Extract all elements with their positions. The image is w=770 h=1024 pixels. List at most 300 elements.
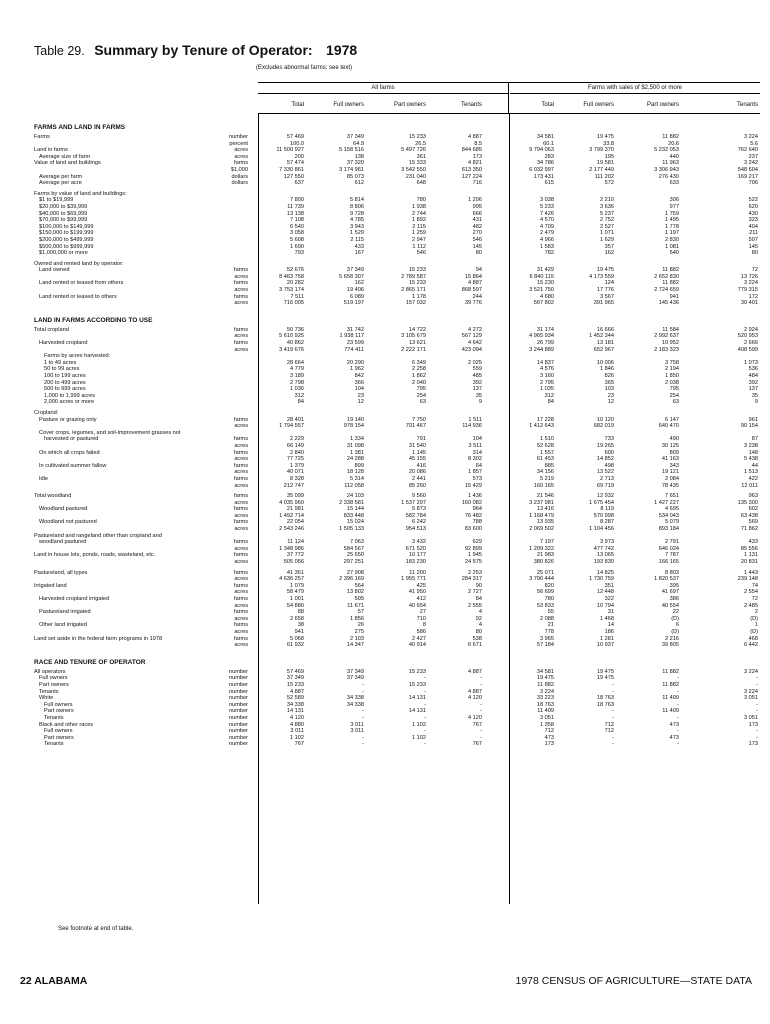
cell-value: 8.5	[474, 140, 482, 147]
cell-value: 2 527	[600, 223, 614, 230]
cell-value: -	[612, 741, 614, 748]
row-label: Part owners	[44, 734, 74, 741]
cell-value: 6 242	[412, 519, 426, 526]
cell-value: 103	[604, 386, 614, 393]
cell-value: 13 802	[346, 589, 364, 596]
row-unit: farms	[234, 160, 248, 167]
cell-value: 4 880	[290, 721, 304, 728]
cell-value: 3 105 679	[401, 333, 426, 340]
cell-value: 1 820 537	[654, 576, 679, 583]
cell-value: 498	[604, 462, 614, 469]
cell-value: 28 664	[286, 359, 304, 366]
cell-value: 19 406	[346, 287, 364, 294]
cell-value: 6 349	[412, 359, 426, 366]
table-row	[34, 386, 760, 393]
table-row	[34, 533, 760, 540]
cell-value: 37 349	[346, 267, 364, 274]
cell-value: 395	[669, 582, 679, 589]
cell-value: 2 744	[412, 210, 426, 217]
cell-value: 19 265	[596, 442, 614, 449]
cell-value: 41 163	[661, 456, 679, 463]
cell-value: 1 348 986	[279, 545, 304, 552]
cell-value: 34 156	[536, 469, 554, 476]
cell-value: 4 680	[540, 293, 554, 300]
cell-value: -	[677, 688, 679, 695]
cell-value: 9 728	[350, 210, 364, 217]
cell-value: 10 006	[596, 359, 614, 366]
cell-value: 3 011	[350, 721, 364, 728]
cell-value: 1 511	[468, 416, 482, 423]
cell-value: 162	[354, 280, 364, 287]
cell-value: 3 306 943	[654, 166, 679, 173]
cell-value: 5 237	[600, 210, 614, 217]
cell-value: -	[362, 708, 364, 715]
cell-value: 9 794 063	[529, 147, 554, 154]
cell-value: 2 177 449	[589, 166, 614, 173]
row-unit: farms	[234, 326, 248, 333]
cell-value: 64	[475, 462, 482, 469]
cell-value: 1 081	[665, 243, 679, 250]
cell-value: 795	[669, 386, 679, 393]
cell-value: 620	[748, 203, 758, 210]
cell-value: 602	[748, 506, 758, 513]
cell-value: 2 555	[468, 602, 482, 609]
cell-value: 19 140	[346, 416, 364, 423]
row-unit: acres	[234, 346, 248, 353]
cell-value: 793	[294, 250, 304, 257]
cell-value: 1 945	[468, 552, 482, 559]
cell-value: 3 790 444	[529, 576, 554, 583]
cell-value: 706	[748, 180, 758, 187]
row-unit: farms	[234, 340, 248, 347]
table-row	[34, 423, 760, 430]
table-row	[34, 695, 760, 702]
cell-value: 52 628	[536, 442, 554, 449]
cell-value: 534 043	[658, 512, 679, 519]
table-row	[34, 274, 760, 281]
cell-value: 94	[475, 267, 482, 274]
table-row	[34, 493, 760, 500]
row-unit: number	[229, 714, 248, 721]
cell-value: 520 953	[737, 333, 758, 340]
row-unit: farms	[234, 539, 248, 546]
cell-value: 767	[294, 741, 304, 748]
table-row	[34, 147, 760, 154]
cell-value: 2 752	[600, 217, 614, 224]
cell-value: 3 011	[350, 728, 364, 735]
cell-value: 361	[416, 153, 426, 160]
cell-value: 433	[354, 243, 364, 250]
table-row	[34, 280, 760, 287]
cell-value: 1 557	[540, 449, 554, 456]
cell-value: (D)	[671, 615, 679, 622]
cell-value: 5 233	[540, 203, 554, 210]
cell-value: 7 651	[665, 493, 679, 500]
cell-value: 963	[748, 493, 758, 500]
table-row	[34, 224, 760, 231]
cell-value: 3 965	[540, 635, 554, 642]
cell-value: 112 058	[344, 482, 364, 489]
cell-value: 505	[354, 596, 364, 602]
cell-value: 84	[297, 399, 304, 406]
cell-value: 63 438	[740, 512, 758, 519]
cell-value: 34 338	[346, 695, 364, 702]
cell-value: 26.5	[415, 140, 426, 147]
row-unit: number	[229, 695, 248, 702]
cell-value: 21	[547, 622, 554, 629]
cell-value: 1 281	[600, 635, 614, 642]
cell-value: 19 475	[536, 675, 554, 682]
cell-value: 482	[472, 223, 482, 230]
cell-value: 682 019	[593, 423, 614, 430]
cell-value: 1 675 454	[589, 499, 614, 506]
cell-value: 37 349	[346, 668, 364, 675]
cell-value: 57	[357, 609, 364, 616]
row-unit: number	[229, 741, 248, 748]
cell-value: 20.6	[668, 140, 679, 147]
cell-value: 3 224	[744, 668, 758, 675]
cell-value: 716 005	[283, 300, 304, 307]
cell-value: 54 880	[286, 602, 304, 609]
cell-value: 2 652 830	[654, 273, 679, 280]
cell-value: 844 685	[461, 147, 482, 154]
cell-value: 21 983	[536, 552, 554, 559]
table-row	[34, 399, 760, 406]
cell-value: 343	[669, 462, 679, 469]
cell-value: 52 676	[286, 267, 304, 274]
section-heading: LAND IN FARMS ACCORDING TO USE	[34, 316, 153, 324]
cell-value: 404	[748, 223, 758, 230]
cell-value: 1 197	[665, 230, 679, 237]
table-row	[34, 456, 760, 463]
cell-value: 37 320	[346, 160, 364, 167]
cell-value: 5 610 925	[279, 333, 304, 340]
table-row	[34, 267, 760, 274]
cell-value: 961	[748, 416, 758, 423]
table-row	[34, 141, 760, 148]
cell-value: 76 482	[464, 512, 482, 519]
cell-value: 440	[669, 153, 679, 160]
cell-value: 4 636 257	[279, 576, 304, 583]
row-label: $40,000 to $69,999	[39, 210, 88, 217]
cell-value: 40 071	[286, 469, 304, 476]
cell-value: 39 805	[661, 642, 679, 649]
cell-value: 7 787	[665, 552, 679, 559]
cell-value: 1 001	[290, 596, 304, 602]
row-unit: acres	[234, 602, 248, 609]
cell-value: 2	[754, 609, 758, 616]
cell-value: 160 165	[533, 482, 554, 489]
cell-value: 4 966	[540, 236, 554, 243]
cell-value: 53 833	[536, 602, 554, 609]
cell-value: 2 040	[412, 379, 426, 386]
cell-value: 3 567	[600, 293, 614, 300]
table-row	[34, 410, 760, 417]
cell-value: 26 799	[536, 340, 554, 347]
cell-value: 114 936	[462, 423, 482, 430]
cell-value: -	[677, 728, 679, 735]
row-unit: acres	[234, 153, 248, 160]
table-row	[34, 702, 760, 709]
cell-value: 1 035	[540, 386, 554, 393]
cell-value: 1 427 227	[654, 499, 679, 506]
cell-value: 14 852	[596, 456, 614, 463]
cell-value: 135 300	[737, 499, 758, 506]
cell-value: 710	[416, 615, 426, 622]
table-row	[34, 347, 760, 354]
cell-value: 1 358	[540, 721, 554, 728]
row-label: Woodland not pastured	[39, 519, 97, 526]
row-label: Farms by value of land and buildings:	[34, 190, 127, 197]
cell-value: 1 131	[744, 552, 758, 559]
cell-value: 92 899	[464, 545, 482, 552]
cell-value: 11 739	[287, 203, 304, 210]
cell-value: 18 763	[596, 695, 614, 702]
table-row	[34, 576, 760, 583]
cell-value: 767	[472, 721, 482, 728]
table-number: Table 29.	[34, 44, 85, 58]
cell-value: 484	[748, 373, 758, 379]
row-label: Land in farms	[34, 147, 68, 154]
cell-value: 61 453	[536, 456, 554, 463]
cell-value: 11 882	[662, 267, 679, 274]
cell-value: 30 125	[661, 442, 679, 449]
cell-value: 20 086	[408, 469, 426, 476]
cell-value: 173	[748, 741, 758, 748]
row-label: 1,000 to 1,999 acres	[44, 392, 96, 399]
cell-value: 3 224	[744, 688, 758, 695]
cell-value: 4 173 559	[589, 273, 614, 280]
cell-value: 2 088	[540, 615, 554, 622]
cell-value: 712	[604, 721, 614, 728]
table-row	[34, 539, 760, 546]
cell-value: 13 138	[286, 210, 304, 217]
row-unit: farms	[234, 569, 248, 576]
cell-value: 1 412 643	[529, 423, 554, 430]
cell-value: 35 099	[286, 493, 304, 500]
row-unit: farms	[234, 416, 248, 423]
cell-value: 646 024	[658, 545, 679, 552]
row-unit: farms	[234, 506, 248, 513]
row-unit: dollars	[231, 180, 248, 187]
cell-value: 10 120	[596, 416, 614, 423]
cell-value: 8 119	[600, 506, 614, 513]
cell-value: 137	[748, 386, 758, 393]
cell-value: 11 882	[662, 280, 679, 287]
cell-value: 600	[604, 449, 614, 456]
row-unit: acres	[234, 526, 248, 533]
cell-value: 2 194	[665, 366, 679, 373]
row-label: Other land irrigated	[39, 622, 87, 629]
group-sales-farms: Farms with sales of $2,500 or more	[587, 85, 683, 91]
cell-value: -	[612, 714, 614, 721]
column-header-7: Tenants	[736, 102, 758, 108]
cell-value: 433	[748, 539, 758, 546]
cell-value: 124	[604, 280, 614, 287]
cell-value: 485	[472, 373, 482, 379]
cell-value: 5 232 053	[654, 147, 679, 154]
cell-value: 1 168 479	[529, 512, 554, 519]
cell-value: 297 251	[343, 559, 364, 566]
row-label: Farms	[34, 134, 50, 140]
cell-value: 3 636	[600, 203, 614, 210]
table-row	[34, 735, 760, 742]
cell-value: 11 882	[537, 681, 554, 688]
cell-value: 885	[544, 462, 554, 469]
row-unit: acres	[234, 333, 248, 340]
cell-value: 25 650	[346, 552, 364, 559]
cell-value: 26	[357, 622, 364, 629]
row-label: Cover crops, legumes, and soil-improvement grasses not	[39, 429, 181, 436]
row-label: $100,000 to $149,999	[39, 223, 94, 230]
cell-value: 473	[544, 734, 554, 741]
cell-value: 1 379	[290, 462, 304, 469]
cell-value: 788	[472, 519, 482, 526]
cell-value: 1 452 344	[589, 333, 614, 340]
row-label: 2,000 acres or more	[44, 399, 95, 406]
cell-value: 546	[472, 236, 482, 243]
cell-value: 1 529	[350, 230, 364, 237]
column-header-1: Full owners	[333, 102, 364, 108]
cell-value: 15 233	[408, 280, 426, 287]
row-unit: acres	[234, 300, 248, 307]
column-header-3: Tenants	[460, 102, 482, 108]
cell-value: -	[424, 675, 426, 682]
row-label: Total woodland	[34, 493, 72, 500]
cell-value: 323	[748, 217, 758, 224]
cell-value: 5 814	[350, 197, 364, 204]
cell-value: 3 051	[540, 714, 554, 721]
cell-value: 779 315	[737, 287, 758, 294]
cell-value: (D)	[750, 615, 758, 622]
table-row	[34, 261, 760, 268]
row-label: $500,000 to $999,999	[39, 243, 94, 250]
column-header-0: Total	[291, 102, 304, 108]
cell-value: 1 079	[290, 582, 304, 589]
cell-value: 1 938 117	[339, 333, 364, 340]
cell-value: 7 750	[412, 416, 426, 423]
cell-value: 211	[749, 230, 758, 237]
cell-value: 15 233	[408, 134, 426, 140]
cell-value: 322	[604, 596, 614, 602]
cell-value: 15 864	[464, 273, 482, 280]
row-label: $1 to $19,999	[39, 197, 74, 204]
cell-value: 306	[669, 197, 679, 204]
cell-value: 57 184	[536, 642, 554, 649]
table-row	[34, 728, 760, 735]
cell-value: 564	[354, 582, 364, 589]
cell-value: 57 474	[286, 160, 304, 167]
cell-value: 254	[416, 392, 426, 399]
row-unit: acres	[234, 147, 248, 154]
table-row	[34, 160, 760, 167]
cell-value: 640 470	[658, 423, 679, 430]
cell-value: 978 154	[343, 423, 364, 430]
cell-value: 1 850	[665, 373, 679, 379]
cell-value: -	[756, 681, 758, 688]
cell-value: -	[362, 688, 364, 695]
row-label: Full owners	[44, 701, 73, 708]
cell-value: 1 492 714	[279, 512, 304, 519]
cell-value: 842	[354, 373, 364, 379]
cell-value: 584 567	[343, 545, 364, 552]
cell-value: 72	[751, 596, 758, 602]
cell-value: 2 830	[665, 236, 679, 243]
table-row	[34, 287, 760, 294]
cell-value: 3 758	[665, 359, 679, 366]
cell-value: 275	[354, 628, 364, 635]
cell-value: 34 581	[536, 134, 554, 140]
row-label: Land rented or leased to others	[39, 293, 117, 300]
table-row	[34, 430, 760, 437]
cell-value: 15 230	[536, 280, 554, 287]
row-unit: farms	[234, 436, 248, 443]
cell-value: 8	[422, 622, 426, 629]
cell-value: 13 416	[536, 506, 554, 513]
row-label: Land set aside in the federal farm programs in 1978	[34, 635, 163, 642]
cell-value: 1 443	[744, 569, 758, 576]
cell-value: -	[480, 681, 482, 688]
cell-value: 33.8	[603, 140, 614, 147]
cell-value: 5.6	[750, 140, 758, 147]
cell-value: 567 802	[533, 300, 554, 307]
table-row	[34, 589, 760, 596]
cell-value: 40 862	[286, 340, 304, 347]
cell-value: 1 102	[290, 734, 304, 741]
cell-value: 3 224	[744, 280, 758, 287]
cell-value: 5 314	[350, 475, 364, 482]
row-unit: farms	[234, 609, 248, 616]
cell-value: 231 040	[405, 173, 426, 180]
cell-value: -	[480, 734, 482, 741]
cell-value: -	[362, 714, 364, 721]
table-body	[34, 114, 760, 914]
cell-value: 31	[607, 609, 614, 616]
row-label: Total cropland	[34, 326, 69, 333]
cell-value: 9	[478, 399, 482, 406]
cell-value: 15 233	[408, 267, 426, 274]
cell-value: 69 719	[596, 482, 614, 489]
cell-value: 9 560	[412, 493, 426, 500]
cell-value: 1 381	[350, 449, 364, 456]
cell-value: 1 794 557	[279, 423, 304, 430]
cell-value: 995	[472, 203, 482, 210]
cell-value: 31 540	[408, 442, 426, 449]
cell-value: 37 349	[346, 134, 364, 140]
cell-value: 145	[748, 243, 758, 250]
row-label: White	[39, 695, 54, 702]
cell-value: 11 409	[662, 708, 679, 715]
cell-value: 473	[669, 734, 679, 741]
table-row	[34, 642, 760, 649]
cell-value: 166 165	[658, 559, 679, 566]
cell-value: 11 963	[662, 160, 679, 167]
table-row	[34, 417, 760, 424]
table-row	[34, 450, 760, 457]
cell-value: 34 786	[536, 160, 554, 167]
cell-value: 12 448	[596, 589, 614, 596]
row-unit: acres	[234, 442, 248, 449]
cell-value: -	[756, 701, 758, 708]
row-unit: farms	[234, 552, 248, 559]
cell-value: 3 242	[744, 160, 758, 167]
cell-value: 477 742	[593, 545, 614, 552]
cell-value: 431	[472, 217, 482, 224]
cell-value: 15 233	[408, 681, 426, 688]
cell-value: 14 825	[596, 569, 614, 576]
cell-value: 559	[472, 366, 482, 373]
table-row	[34, 443, 760, 450]
